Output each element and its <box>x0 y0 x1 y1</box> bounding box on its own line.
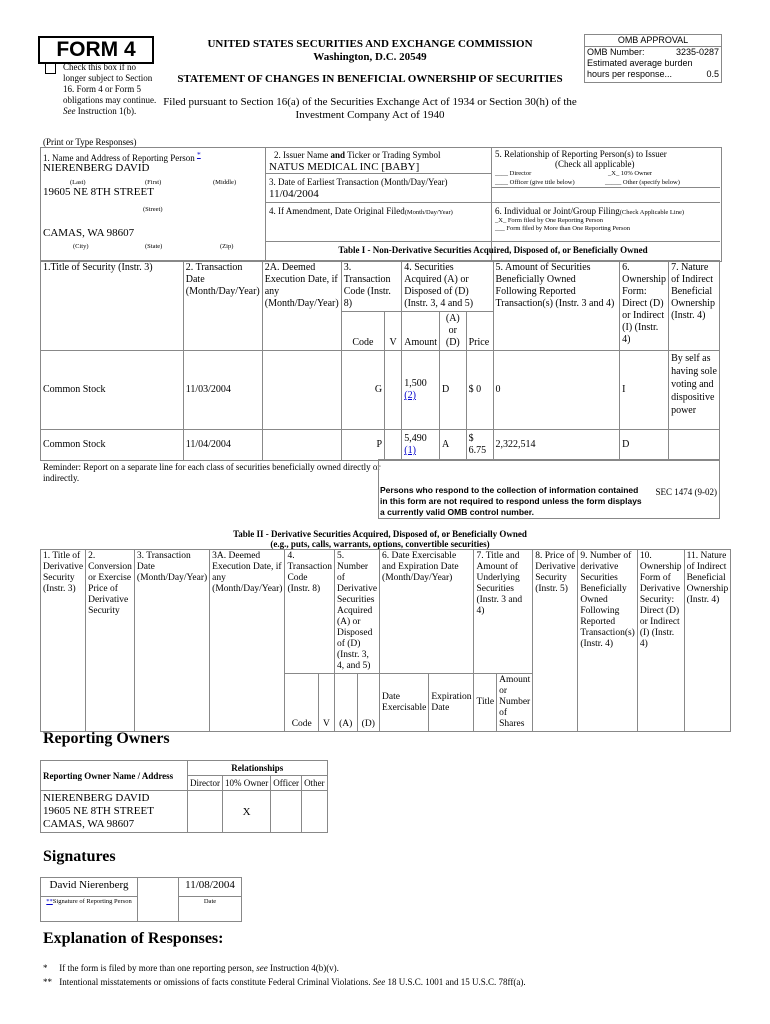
signature-label-cell <box>41 897 138 922</box>
table-row <box>41 351 720 430</box>
t1-h7: 7. Nature of Indirect Beneficial Ownership (Instr. 4) <box>669 261 720 351</box>
owner-city: CAMAS, WA 98607 <box>43 818 135 830</box>
footnote-star-link[interactable]: * <box>196 150 201 159</box>
table2-subtitle: (e.g., puts, calls, warrants, options, convertible securities) <box>270 539 490 549</box>
t2-h6: 6. Date Exercisable and Expiration Date (Month/Day/Year) <box>380 550 474 674</box>
t2-h10: 10. Ownership Form of Derivative Security: Direct (D) or Indirect (I) (Instr. 4) <box>637 550 684 732</box>
t1-sub-price: Price <box>466 312 493 351</box>
t1-r1-ad: A <box>440 430 467 461</box>
state-label: (State) <box>145 243 163 250</box>
t1-r1-title: Common Stock <box>41 430 184 461</box>
t2-sub-exp: Expiration Date <box>429 674 474 732</box>
reporting-owners-heading: Reporting Owners <box>43 730 170 747</box>
owners-relationships-header: Relationships <box>188 761 328 776</box>
t1-r1-deemed <box>262 430 341 461</box>
owner-street: 19605 NE 8TH STREET <box>43 805 154 817</box>
t1-r1-v <box>385 430 402 461</box>
officer-checkbox[interactable]: ____ Officer (give title below) <box>495 179 575 186</box>
issuer-label <box>274 150 441 160</box>
reminder-text: Reminder: Report on a separate line for each class of securities beneficially owned directly or indirectly. <box>43 462 381 483</box>
owners-ten-pct-col: 10% Owner <box>222 776 270 791</box>
table1 <box>40 260 720 461</box>
divider <box>265 241 720 242</box>
agency-location: Washington, D.C. 20549 <box>313 51 427 63</box>
t1-r0-deemed <box>262 351 341 430</box>
divider <box>265 147 266 260</box>
explanation-heading: Explanation of Responses: <box>43 930 224 947</box>
t2-h2: 2. Conversion or Exercise Price of Derivative Security <box>86 550 135 732</box>
t1-r0-price: $ 0 <box>466 351 493 430</box>
owner-name: NIERENBERG DAVID <box>43 792 150 804</box>
earliest-label: 3. Date of Earliest Transaction (Month/Day/Year) <box>269 177 448 187</box>
middle-label: (Middle) <box>213 179 237 186</box>
t1-sub-code: Code <box>341 312 384 351</box>
t2-h1: 1. Title of Derivative Security (Instr. 3) <box>41 550 86 732</box>
signature-footnote-link[interactable]: ** <box>46 898 53 905</box>
form-title: FORM 4 <box>38 36 154 64</box>
omb-number: 3235-0287 <box>675 47 719 57</box>
issuer-name: NATUS MEDICAL INC [BABY] <box>269 161 420 173</box>
t1-r1-form: D <box>620 430 669 461</box>
t1-r1-price: $ 6.75 <box>466 430 493 461</box>
t1-r0-form: I <box>620 351 669 430</box>
owner-director-value <box>188 791 223 833</box>
t2-sub-amount: Amount or Number of Shares <box>497 674 533 732</box>
earliest-date: 11/04/2004 <box>269 188 319 200</box>
signature-label: Signature of Reporting Person <box>52 898 132 905</box>
director-label: Director <box>509 170 532 177</box>
other-label: Other (specify below) <box>622 179 680 186</box>
t2-sub-date-ex: Date Exercisable <box>380 674 429 732</box>
sec-code: SEC 1474 (9-02) <box>655 487 717 497</box>
joint-label-text: 6. Individual or Joint/Group Filing <box>495 206 620 216</box>
t1-r0-owned: 0 <box>493 351 620 430</box>
table1-title: Table I - Non-Derivative Securities Acquired, Disposed of, or Beneficially Owned <box>338 245 648 255</box>
owner-ten-pct-value: X <box>222 791 270 833</box>
owners-name-header: Reporting Owner Name / Address <box>41 761 188 791</box>
t1-sub-v: V <box>385 312 402 351</box>
t2-h3a: 3A. Deemed Execution Date, if any (Month/Day/Year) <box>210 550 285 732</box>
t2-h3: 3. Transaction Date (Month/Day/Year) <box>134 550 209 732</box>
reminder-box <box>378 459 720 484</box>
owner-name-cell <box>41 791 188 833</box>
divider <box>491 147 492 260</box>
t1-r1-amount-cell <box>402 430 440 461</box>
t1-r1-nature <box>669 430 720 461</box>
table2-header-row <box>41 550 731 674</box>
t1-h2a: 2A. Deemed Execution Date, if any (Month/Day/Year) <box>262 261 341 351</box>
t2-h9: 9. Number of derivative Securities Beneficially Owned Following Reported Transaction(s) (Instr. 4) <box>578 550 638 732</box>
joint-sub: (Check Applicable Line) <box>619 209 685 216</box>
t2-h5: 5. Number of Derivative Securities Acquired (A) or Disposed of (D) (Instr. 3, 4, and 5) <box>334 550 379 674</box>
t1-r0-date: 11/03/2004 <box>183 351 262 430</box>
t1-r1-amount: 5,490 <box>404 433 427 444</box>
joint-one[interactable]: _X_ Form filed by One Reporting Person <box>495 217 603 224</box>
table2 <box>40 549 731 732</box>
table1-header-row <box>41 261 720 312</box>
table-row <box>41 791 328 833</box>
explanation-text-2a: Intentional misstatements or omissions of facts constitute Federal Criminal Violations. <box>59 977 371 987</box>
t2-h8: 8. Price of Derivative Security (Instr. 5) <box>533 550 578 732</box>
t2-sub-code: Code <box>285 674 319 732</box>
t1-r0-ad: D <box>440 351 467 430</box>
t1-r0-title: Common Stock <box>41 351 184 430</box>
t1-h4: 4. Securities Acquired (A) or Disposed of (D) (Instr. 3, 4 and 5) <box>402 261 493 312</box>
joint-more[interactable]: ___ Form filed by More than One Reporting Person <box>495 225 631 232</box>
ten-pct-checkbox[interactable] <box>608 170 652 178</box>
t1-sub-amount: Amount <box>402 312 440 351</box>
explanation-text-1a: If the form is filed by more than one reporting person, <box>59 963 254 973</box>
agency-title: UNITED STATES SECURITIES AND EXCHANGE COMMISSION <box>207 38 533 50</box>
t2-sub-v: V <box>319 674 335 732</box>
t1-r1-footnote-link[interactable]: (1) <box>404 445 416 456</box>
instruction-label: Instruction 1(b). <box>77 106 137 116</box>
explanation-mark-2: ** <box>43 977 52 987</box>
signature-date-label: Date <box>179 897 242 922</box>
officer-label: Officer (give title below) <box>509 179 575 186</box>
omb-hours-row <box>585 69 721 80</box>
last-label: (Last) <box>70 179 86 186</box>
t1-r0-code: G <box>341 351 384 430</box>
t2-sub-title: Title <box>474 674 497 732</box>
relationship-label: 5. Relationship of Reporting Person(s) to Issuer <box>495 149 667 159</box>
director-checkbox[interactable]: ____ Director <box>495 170 532 177</box>
t1-h3: 3. Transaction Code (Instr. 8) <box>341 261 402 312</box>
t1-h6: 6. Ownership Form: Direct (D) or Indirect (I) (Instr. 4) <box>620 261 669 351</box>
t1-h5: 5. Amount of Securities Beneficially Owned Following Reported Transaction(s) (Instr. 3 and 4) <box>493 261 620 351</box>
owner-officer-value <box>271 791 302 833</box>
checkbox-label: Check this box if no longer subject to Section 16. Form 4 or Form 5 obligations may continue. <box>63 62 157 105</box>
t2-sub-a: (A) <box>334 674 357 732</box>
explanation-line-2 <box>43 977 526 987</box>
signature-row <box>41 878 242 897</box>
omb-number-label: OMB Number: <box>587 47 645 57</box>
t2-h11: 11. Nature of Indirect Beneficial Ownership (Instr. 4) <box>684 550 731 732</box>
relationship-sub: (Check all applicable) <box>555 159 635 169</box>
omb-box <box>584 34 722 83</box>
statement-title: STATEMENT OF CHANGES IN BENEFICIAL OWNERSHIP OF SECURITIES <box>177 73 563 85</box>
see-label: See <box>63 106 76 116</box>
explanation-see-2: See <box>372 977 386 987</box>
amend-label <box>269 206 453 217</box>
other-checkbox[interactable]: _____ Other (specify below) <box>605 179 680 186</box>
table2-title: Table II - Derivative Securities Acquired, Disposed of, or Beneficially Owned <box>233 529 527 539</box>
t1-r0-amount: 1,500 <box>404 378 427 389</box>
divider <box>265 173 491 174</box>
divider <box>491 187 720 188</box>
issuer-label-b: Ticker or Trading Symbol <box>347 150 441 160</box>
divider <box>265 202 720 203</box>
reporting-city: CAMAS, WA 98607 <box>43 227 135 239</box>
filed-pursuant: Filed pursuant to Section 16(a) of the Securities Exchange Act of 1934 or Section 30(h) of the Investment Company Act of 1940 <box>163 96 577 121</box>
owners-other-col: Other <box>302 776 328 791</box>
t1-r0-amount-cell <box>402 351 440 430</box>
reporting-name: NIERENBERG DAVID <box>43 162 150 174</box>
signature-name: David Nierenberg <box>41 878 138 897</box>
t1-r0-v <box>385 351 402 430</box>
t1-r1-owned: 2,322,514 <box>493 430 620 461</box>
t1-r0-nature: By self as having sole voting and dispositive power <box>669 351 720 430</box>
omb-hours: 0.5 <box>706 69 719 79</box>
explanation-mark-1: * <box>43 963 48 973</box>
t1-sub-ad: (A) or (D) <box>440 312 467 351</box>
persons-notice: Persons who respond to the collection of information contained in this form are not required to respond unless the form displays a currently valid OMB control number. <box>380 485 642 517</box>
t2-sub-d: (D) <box>357 674 380 732</box>
issuer-label-and: and <box>330 150 345 160</box>
explanation-text-2b: 18 U.S.C. 1001 and 15 U.S.C. 78ff(a). <box>387 977 526 987</box>
amend-label-text: 4. If Amendment, Date Original Filed <box>269 206 405 216</box>
omb-hours-label: hours per response... <box>587 69 673 79</box>
owners-director-col: Director <box>188 776 223 791</box>
ten-pct-label: _X_ 10% Owner <box>608 170 653 177</box>
reporting-street: 19605 NE 8TH STREET <box>43 186 154 198</box>
explanation-see-1: see <box>256 963 268 973</box>
street-label: (Street) <box>143 206 163 213</box>
checkbox-text <box>63 62 158 117</box>
t1-h2: 2. Transaction Date (Month/Day/Year) <box>183 261 262 351</box>
name-label-text: 1. Name and Address of Reporting Person <box>43 153 195 163</box>
joint-label <box>495 206 684 217</box>
owners-table <box>40 760 328 833</box>
first-label: (First) <box>145 179 162 186</box>
table-row <box>41 430 720 461</box>
t2-h7: 7. Title and Amount of Underlying Securities (Instr. 3 and 4) <box>474 550 533 674</box>
t1-r0-footnote-link[interactable]: (2) <box>404 390 416 401</box>
no-longer-subject-checkbox[interactable] <box>45 63 56 74</box>
signatures-table <box>40 877 242 922</box>
zip-label: (Zip) <box>220 243 234 250</box>
omb-number-row <box>585 47 721 58</box>
owners-officer-col: Officer <box>271 776 302 791</box>
omb-title: OMB APPROVAL <box>585 35 721 47</box>
t1-r1-code: P <box>341 430 384 461</box>
issuer-label-a: 2. Issuer Name <box>274 150 329 160</box>
t2-h4: 4. Transaction Code (Instr. 8) <box>285 550 335 674</box>
explanation-line-1 <box>43 963 339 973</box>
notice-box <box>378 483 720 519</box>
omb-burden: Estimated average burden <box>587 58 693 68</box>
owners-header-row <box>41 761 328 776</box>
print-type: (Print or Type Responses) <box>43 137 137 147</box>
signatures-heading: Signatures <box>43 848 116 865</box>
amend-sub: (Month/Day/Year) <box>404 209 453 216</box>
owner-other-value <box>302 791 328 833</box>
t1-h1: 1.Title of Security (Instr. 3) <box>41 261 184 351</box>
signature-date: 11/08/2004 <box>179 878 242 897</box>
city-label: (City) <box>73 243 89 250</box>
explanation-text-1b: Instruction 4(b)(v). <box>269 963 339 973</box>
t1-r1-date: 11/04/2004 <box>183 430 262 461</box>
